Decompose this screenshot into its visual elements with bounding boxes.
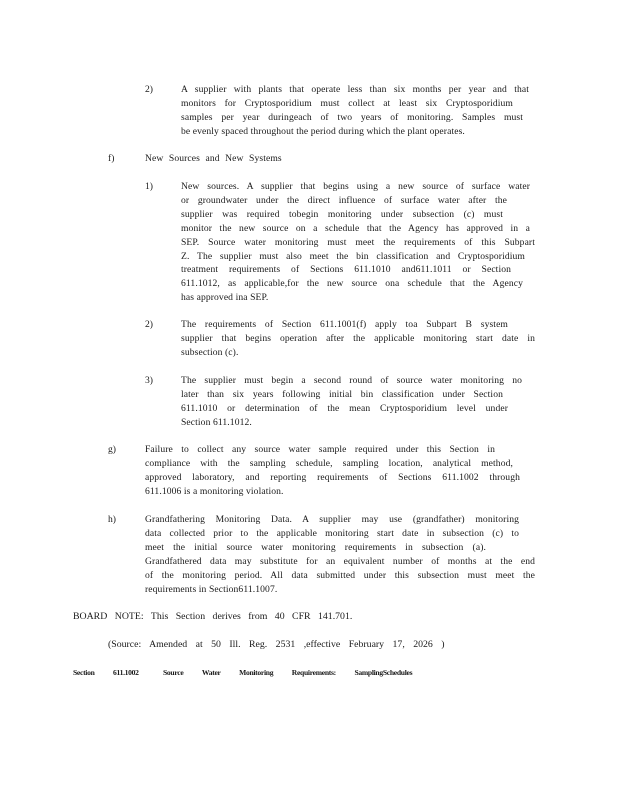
text-line: or groundwater under the direct influence of surface water after the — [181, 194, 507, 206]
item-marker: 1) — [145, 181, 153, 192]
text-line: 611.1006 is a monitoring violation. — [145, 485, 284, 497]
section-heading — [73, 668, 453, 677]
text-line: approved laboratory, and reporting requirements of Sections 611.1002 through — [145, 471, 520, 483]
text-line: Grandfathered data may substitute for an equivalent number of months at the end — [145, 555, 535, 567]
subsection-marker: h) — [108, 514, 116, 525]
paragraph-2-subpart-b-supplier — [181, 318, 535, 360]
text-line: samples per year duringeach of two years of monitoring. Samples must — [181, 111, 523, 123]
paragraph-3-second-round — [181, 374, 522, 430]
subsection-marker: f) — [108, 153, 115, 164]
text-line: monitors for Cryptosporidium must collect at least six Cryptosporidium — [181, 97, 513, 109]
text-line: treatment requirements of Sections 611.1010 and611.1011 or Section — [181, 264, 511, 276]
paragraph-h-grandfathering — [145, 513, 535, 596]
section-label: Section — [73, 668, 95, 677]
paragraph-2-plants-less-than-six-months — [181, 83, 529, 139]
subsection-heading-new-sources: New Sources and New Systems — [145, 153, 282, 164]
text-line: data collected prior to the applicable monitoring start date in subsection (c) to — [145, 527, 519, 539]
text-line: requirements in Section611.1007. — [145, 583, 278, 595]
text-line: compliance with the sampling schedule, sampling location, analytical method, — [145, 457, 513, 469]
text-line: supplier was required tobegin monitoring under subsection (c) must — [181, 208, 503, 220]
text-line: Section 611.1012. — [181, 416, 252, 428]
item-marker: 2) — [145, 319, 153, 330]
source-note: (Source: Amended at 50 Ill. Reg. 2531 ,effective February 17, 2026 ) — [108, 639, 445, 650]
text-line: Failure to collect any source water sample required under this Section in — [145, 444, 495, 455]
section-title: Source Water Monitoring Requirements: SamplingSchedules — [163, 668, 413, 677]
text-line: 611.1012, as applicable,for the new source ona schedule that the Agency — [181, 278, 523, 290]
text-line: Grandfathering Monitoring Data. A supplier may use (grandfather) monitoring — [145, 514, 519, 525]
subsection-marker: g) — [108, 444, 116, 455]
text-line: meet the initial source water monitoring requirements in subsection (a). — [145, 541, 486, 553]
paragraph-g-monitoring-violation — [145, 443, 520, 499]
text-line: Z. The supplier must also meet the bin classification and Cryptosporidium — [181, 250, 525, 262]
text-line: SEP. Source water monitoring must meet the requirements of this Subpart — [181, 236, 535, 248]
text-line: has approved ina SEP. — [181, 292, 269, 304]
board-note: BOARD NOTE: This Section derives from 40 CFR 141.701. — [73, 611, 353, 622]
text-line: New sources. A supplier that begins using a new source of surface water — [181, 181, 530, 192]
item-marker: 3) — [145, 375, 153, 386]
text-line: 611.1010 or determination of the mean Cryptosporidium level under — [181, 402, 508, 414]
text-line: A supplier with plants that operate less than six months per year and that — [181, 84, 529, 95]
text-line: The supplier must begin a second round of source water monitoring no — [181, 375, 522, 386]
text-line: The requirements of Section 611.1001(f) apply toa Subpart B system — [181, 319, 508, 330]
paragraph-1-new-sources — [181, 180, 535, 305]
text-line: be evenly spaced throughout the period during which the plant operates. — [181, 125, 465, 137]
text-line: supplier that begins operation after the applicable monitoring start date in — [181, 332, 535, 344]
text-line: monitor the new source on a schedule that the Agency has approved in a — [181, 222, 530, 234]
item-marker: 2) — [145, 84, 153, 95]
text-line: later than six years following initial bin classification under Section — [181, 388, 503, 400]
section-number: 611.1002 — [113, 668, 139, 677]
text-line: of the monitoring period. All data submitted under this subsection must meet the — [145, 569, 535, 581]
text-line: subsection (c). — [181, 346, 239, 358]
